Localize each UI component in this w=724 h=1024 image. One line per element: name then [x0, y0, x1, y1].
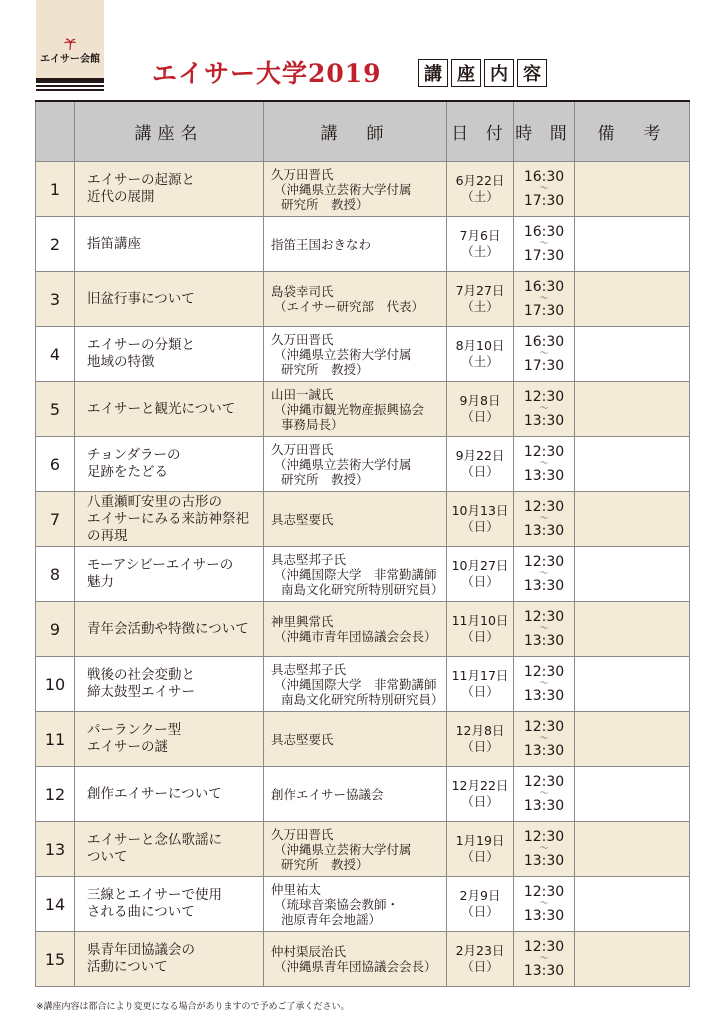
course-table: [35, 100, 690, 987]
date-text: 12月22日: [451, 778, 509, 793]
lecturer-line: 研究所 教授）: [281, 856, 369, 872]
course-date: [447, 767, 514, 822]
table-row: [36, 877, 690, 932]
time-separator: 〜: [539, 734, 549, 744]
course-name-line: 締太鼓型エイサー: [87, 684, 195, 700]
time-separator: 〜: [539, 459, 549, 469]
time-separator: 〜: [539, 844, 549, 854]
course-date: [447, 657, 514, 712]
end-time: 13:30: [523, 468, 565, 484]
start-time: 12:30: [523, 939, 565, 955]
course-name-line: 県青年団協議会の: [87, 942, 195, 958]
date-text: 10月13日: [451, 503, 509, 518]
course-name-line: 足跡をたどる: [87, 464, 168, 480]
column-header-notes: 備 考: [575, 101, 690, 162]
table-row: [36, 327, 690, 382]
lecturer-line: （エイサー研究部 代表）: [274, 299, 425, 314]
course-date: [447, 382, 514, 437]
column-header-time: 時 間: [514, 101, 575, 162]
column-header-course: 講座名: [75, 101, 264, 162]
end-time: 17:30: [523, 248, 565, 264]
lecturer-line: 具志堅邦子氏: [271, 551, 347, 567]
lecturer-line: 研究所 教授）: [281, 196, 369, 212]
date-text: 12月8日: [455, 723, 505, 738]
course-name: [75, 327, 264, 382]
day-of-week: （日）: [461, 904, 499, 919]
column-header-number: [36, 101, 75, 162]
day-of-week: （土）: [461, 299, 499, 314]
end-time: 13:30: [523, 908, 565, 924]
course-name: [75, 492, 264, 547]
course-name: [75, 382, 264, 437]
course-name-line: モーアシビーエイサーの: [87, 557, 234, 573]
course-number: 5: [36, 382, 75, 437]
logo: [36, 0, 104, 78]
column-header-date: 日 付: [447, 101, 514, 162]
start-time: 12:30: [523, 829, 565, 845]
lecturer-line: （沖縄国際大学 非常勤講師: [274, 676, 437, 692]
course-time: [514, 327, 575, 382]
lecturer: [264, 272, 447, 327]
course-time: [514, 822, 575, 877]
table-row: [36, 657, 690, 712]
course-note: [575, 712, 690, 767]
lecturer: [264, 492, 447, 547]
lecturer-line: 島袋幸司氏: [271, 284, 334, 299]
divider: [36, 85, 104, 87]
course-time: [514, 272, 575, 327]
day-of-week: （土）: [461, 354, 499, 369]
lecturer-line: 久万田晋氏: [271, 441, 334, 457]
course-name-line: 三線とエイサーで使用: [87, 887, 222, 903]
table-row: [36, 712, 690, 767]
start-time: 16:30: [523, 334, 565, 350]
end-time: 13:30: [523, 523, 565, 539]
logo-text: エイサー会館: [40, 54, 100, 65]
lecturer-line: 事務局長）: [281, 416, 344, 432]
course-time: [514, 932, 575, 987]
course-time: [514, 217, 575, 272]
lecturer: [264, 767, 447, 822]
lecturer: [264, 437, 447, 492]
date-text: 1月19日: [455, 833, 505, 848]
course-date: [447, 877, 514, 932]
course-date: [447, 492, 514, 547]
course-note: [575, 932, 690, 987]
course-date: [447, 162, 514, 217]
course-name-line: 八重瀬町安里の古形の: [87, 493, 222, 510]
table-row: [36, 382, 690, 437]
start-time: 12:30: [523, 609, 565, 625]
course-name: [75, 822, 264, 877]
table-row: [36, 217, 690, 272]
end-time: 17:30: [523, 303, 565, 319]
date-text: 9月22日: [455, 448, 505, 463]
start-time: 16:30: [523, 224, 565, 240]
table-row: [36, 932, 690, 987]
date-text: 11月10日: [451, 613, 509, 628]
day-of-week: （日）: [461, 684, 499, 699]
course-date: [447, 932, 514, 987]
table-row: [36, 272, 690, 327]
divider: [36, 78, 104, 83]
table-row: [36, 492, 690, 547]
course-note: [575, 382, 690, 437]
lecturer-line: 具志堅要氏: [271, 731, 334, 747]
start-time: 12:30: [523, 554, 565, 570]
course-name: [75, 217, 264, 272]
course-name: [75, 547, 264, 602]
end-time: 13:30: [523, 688, 565, 704]
course-number: 14: [36, 877, 75, 932]
course-name: [75, 272, 264, 327]
title-box: 容: [517, 59, 547, 87]
course-number: 4: [36, 327, 75, 382]
course-name-line: 魅力: [87, 574, 114, 590]
course-name-line: 指笛講座: [87, 235, 141, 252]
end-time: 17:30: [523, 358, 565, 374]
course-number: 13: [36, 822, 75, 877]
course-name: [75, 162, 264, 217]
start-time: 12:30: [523, 774, 565, 790]
course-name-line: エイサーにみる来訪神祭祀: [87, 510, 249, 527]
course-time: [514, 492, 575, 547]
lecturer-line: 神里興常氏: [271, 614, 334, 629]
course-name-line: エイサーの謎: [87, 739, 168, 755]
lecturer-line: 具志堅要氏: [271, 511, 334, 527]
day-of-week: （日）: [461, 574, 499, 589]
table-row: [36, 162, 690, 217]
time-separator: 〜: [539, 789, 549, 799]
lecturer: [264, 217, 447, 272]
day-of-week: （日）: [461, 409, 499, 424]
course-number: 15: [36, 932, 75, 987]
date-text: 11月17日: [451, 668, 509, 683]
table-row: [36, 822, 690, 877]
course-note: [575, 602, 690, 657]
start-time: 12:30: [523, 389, 565, 405]
time-separator: 〜: [539, 239, 549, 249]
day-of-week: （土）: [461, 189, 499, 204]
course-note: [575, 767, 690, 822]
course-number: 3: [36, 272, 75, 327]
lecturer-line: （沖縄市青年団協議会会長）: [274, 629, 437, 644]
course-time: [514, 657, 575, 712]
table-row: [36, 437, 690, 492]
day-of-week: （日）: [461, 959, 499, 974]
course-name-line: パーランクー型: [87, 722, 182, 738]
course-note: [575, 547, 690, 602]
course-name-line: 近代の展開: [87, 189, 155, 205]
lecturer: [264, 932, 447, 987]
course-date: [447, 437, 514, 492]
date-text: 6月22日: [455, 173, 505, 188]
course-name-line: エイサーの分類と: [87, 337, 195, 353]
title-box: 内: [484, 59, 514, 87]
day-of-week: （日）: [461, 464, 499, 479]
end-time: 13:30: [523, 743, 565, 759]
time-separator: 〜: [539, 954, 549, 964]
course-time: [514, 767, 575, 822]
table-row: [36, 602, 690, 657]
lecturer-line: 創作エイサー協議会: [271, 786, 384, 802]
lecturer: [264, 657, 447, 712]
course-name-line: 創作エイサーについて: [87, 785, 222, 802]
course-number: 6: [36, 437, 75, 492]
footnote: ※講座内容は都合により変更になる場合がありますので予めご了承ください。: [36, 1002, 350, 1012]
date-text: 2月9日: [459, 888, 501, 903]
start-time: 16:30: [523, 169, 565, 185]
course-note: [575, 437, 690, 492]
course-name-line: される曲について: [87, 904, 195, 920]
course-name: [75, 767, 264, 822]
course-name-line: ついて: [87, 849, 128, 865]
course-note: [575, 877, 690, 932]
course-name-line: 戦後の社会変動と: [87, 667, 195, 683]
course-name: [75, 877, 264, 932]
course-number: 10: [36, 657, 75, 712]
lecturer: [264, 382, 447, 437]
lecturer: [264, 712, 447, 767]
time-separator: 〜: [539, 294, 549, 304]
start-time: 12:30: [523, 664, 565, 680]
time-separator: 〜: [539, 404, 549, 414]
course-note: [575, 657, 690, 712]
course-time: [514, 437, 575, 492]
course-time: [514, 602, 575, 657]
course-name-line: 旧盆行事について: [87, 290, 195, 307]
end-time: 17:30: [523, 193, 565, 209]
lecturer-line: （琉球音楽協会教師・: [274, 896, 400, 912]
course-date: [447, 712, 514, 767]
course-date: [447, 602, 514, 657]
end-time: 13:30: [523, 633, 565, 649]
time-separator: 〜: [539, 349, 549, 359]
end-time: 13:30: [523, 798, 565, 814]
lecturer: [264, 602, 447, 657]
time-separator: 〜: [539, 514, 549, 524]
lecturer: [264, 327, 447, 382]
start-time: 12:30: [523, 444, 565, 460]
lecturer: [264, 162, 447, 217]
lecturer: [264, 547, 447, 602]
lecturer-line: （沖縄県立芸術大学付属: [274, 456, 412, 472]
lecturer-line: 仲村渠辰治氏: [271, 944, 347, 959]
end-time: 13:30: [523, 963, 565, 979]
course-name: [75, 712, 264, 767]
page-title: エイサー大学2019: [152, 59, 382, 88]
course-note: [575, 272, 690, 327]
course-name-line: 地域の特徴: [87, 354, 155, 370]
course-time: [514, 877, 575, 932]
lecturer-line: 研究所 教授）: [281, 471, 369, 487]
lecturer-line: 仲里祐太: [271, 881, 322, 897]
course-name: [75, 602, 264, 657]
day-of-week: （日）: [461, 794, 499, 809]
time-separator: 〜: [539, 184, 549, 194]
course-note: [575, 492, 690, 547]
course-name-line: エイサーの起源と: [87, 172, 195, 188]
lecturer-line: 山田一誠氏: [271, 386, 334, 402]
date-text: 7月6日: [459, 228, 501, 243]
course-name-line: エイサーと念仏歌謡に: [87, 832, 222, 848]
start-time: 16:30: [523, 279, 565, 295]
date-text: 8月10日: [455, 338, 505, 353]
course-time: [514, 547, 575, 602]
course-time: [514, 712, 575, 767]
table-header: [36, 101, 690, 162]
lecturer-line: （沖縄県立芸術大学付属: [274, 181, 412, 197]
time-separator: 〜: [539, 899, 549, 909]
lecturer-line: （沖縄県立芸術大学付属: [274, 346, 412, 362]
end-time: 13:30: [523, 413, 565, 429]
lecturer-line: 久万田晋氏: [271, 166, 334, 182]
lecturer-line: 具志堅邦子氏: [271, 661, 347, 677]
lecturer-line: （沖縄市観光物産振興協会: [274, 401, 425, 417]
course-time: [514, 162, 575, 217]
day-of-week: （土）: [461, 244, 499, 259]
course-date: [447, 822, 514, 877]
time-separator: 〜: [539, 569, 549, 579]
lecturer-line: 指笛王国おきなわ: [271, 236, 372, 252]
lecturer: [264, 877, 447, 932]
title-box: 座: [451, 59, 481, 87]
course-name-line: エイサーと観光について: [87, 400, 236, 417]
course-number: 8: [36, 547, 75, 602]
lecturer-line: （沖縄県立芸術大学付属: [274, 841, 412, 857]
course-name: [75, 932, 264, 987]
day-of-week: （日）: [461, 519, 499, 534]
palm-tree-icon: [64, 38, 76, 50]
day-of-week: （日）: [461, 849, 499, 864]
start-time: 12:30: [523, 719, 565, 735]
day-of-week: （日）: [461, 629, 499, 644]
date-text: 2月23日: [455, 943, 505, 958]
course-name-line: の再現: [87, 527, 128, 544]
table-row: [36, 547, 690, 602]
day-of-week: （日）: [461, 739, 499, 754]
course-name-line: チョンダラーの: [87, 447, 181, 463]
lecturer-line: 南島文化研究所特別研究員）: [281, 691, 444, 707]
date-text: 7月27日: [455, 283, 505, 298]
column-header-lecturer: 講 師: [264, 101, 447, 162]
lecturer-line: （沖縄県青年団協議会会長）: [274, 959, 437, 974]
course-number: 11: [36, 712, 75, 767]
course-note: [575, 822, 690, 877]
title-box: 講: [418, 59, 448, 87]
course-number: 9: [36, 602, 75, 657]
date-text: 9月8日: [459, 393, 501, 408]
lecturer-line: 池原青年会地謡）: [281, 911, 382, 927]
course-number: 2: [36, 217, 75, 272]
lecturer-line: 南島文化研究所特別研究員）: [281, 581, 444, 597]
end-time: 13:30: [523, 853, 565, 869]
lecturer-line: 久万田晋氏: [271, 331, 334, 347]
course-name-line: 青年会活動や特徴について: [87, 620, 249, 637]
course-number: 7: [36, 492, 75, 547]
divider: [36, 89, 104, 91]
course-note: [575, 217, 690, 272]
course-name: [75, 657, 264, 712]
time-separator: 〜: [539, 624, 549, 634]
course-date: [447, 272, 514, 327]
end-time: 13:30: [523, 578, 565, 594]
course-name: [75, 437, 264, 492]
course-date: [447, 327, 514, 382]
course-name-line: 活動について: [87, 959, 168, 975]
course-time: [514, 382, 575, 437]
course-note: [575, 327, 690, 382]
date-text: 10月27日: [451, 558, 509, 573]
lecturer: [264, 822, 447, 877]
course-number: 1: [36, 162, 75, 217]
time-separator: 〜: [539, 679, 549, 689]
course-note: [575, 162, 690, 217]
course-date: [447, 217, 514, 272]
title-boxes: [418, 59, 547, 87]
course-number: 12: [36, 767, 75, 822]
course-date: [447, 547, 514, 602]
table-row: [36, 767, 690, 822]
lecturer-line: 久万田晋氏: [271, 826, 334, 842]
start-time: 12:30: [523, 884, 565, 900]
lecturer-line: （沖縄国際大学 非常勤講師: [274, 566, 437, 582]
start-time: 12:30: [523, 499, 565, 515]
lecturer-line: 研究所 教授）: [281, 361, 369, 377]
